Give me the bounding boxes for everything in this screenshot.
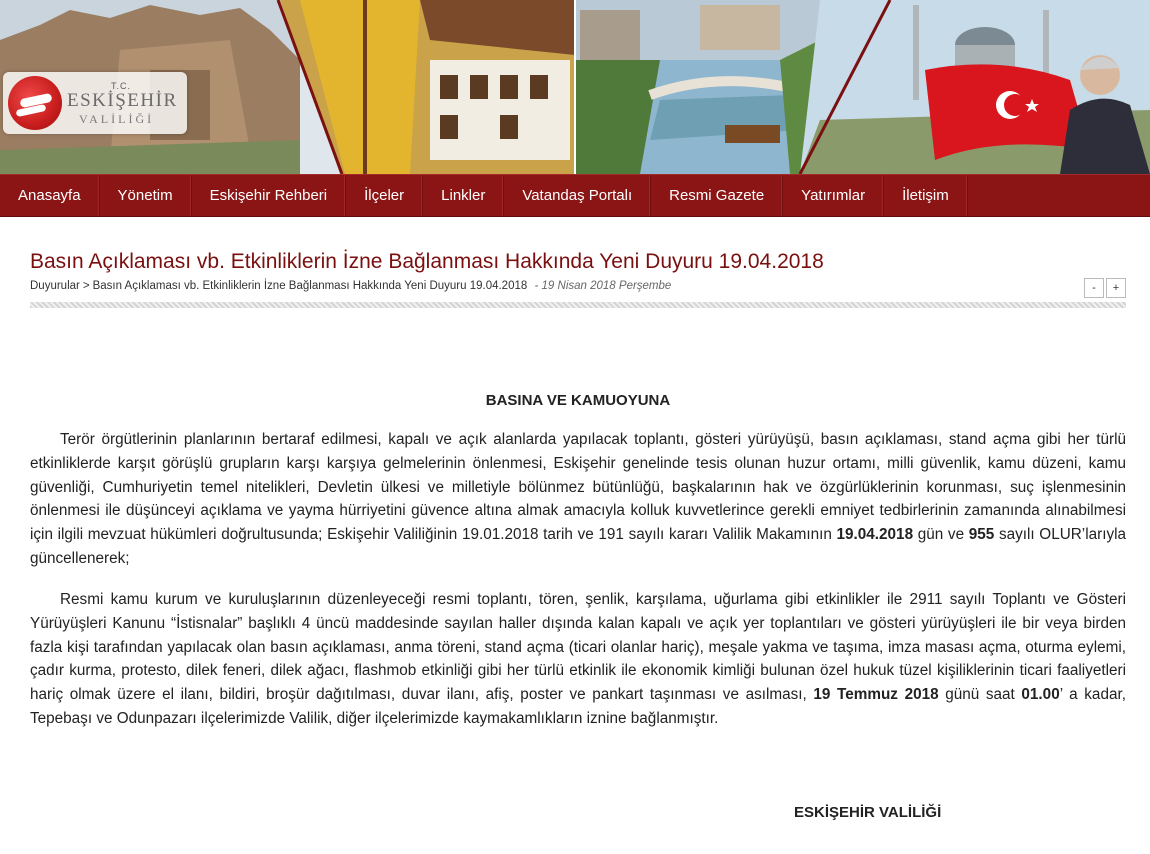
- nav-item-eskisehir-rehberi[interactable]: Eskişehir Rehberi: [192, 175, 347, 216]
- paragraph-2: [30, 588, 1126, 731]
- paragraph-1: [30, 428, 1126, 571]
- p1-text-c: gün ve: [913, 526, 969, 544]
- font-increase-button[interactable]: +: [1106, 278, 1126, 298]
- logo-emblem-icon: [8, 76, 62, 130]
- p2-text-e: ’ a kadar, Tepebaşı ve Odunpazarı ilçelerimizde Valilik, diğer ilçelerimizde kaymakamlıkların iznine bağlanmıştır.: [30, 686, 1126, 727]
- logo-subtitle-text: VALİLİĞİ: [79, 112, 155, 126]
- nav-item-vatandas-portali[interactable]: Vatandaş Portalı: [504, 175, 651, 216]
- p1-text-e: sayılı OLUR’larıyla güncellenerek;: [30, 526, 1127, 567]
- p2-date-bold: 19 Temmuz 2018: [813, 686, 939, 704]
- nav-item-linkler[interactable]: Linkler: [423, 175, 504, 216]
- p1-date-bold: 19.04.2018: [836, 526, 914, 544]
- nav-item-iletisim[interactable]: İletişim: [884, 175, 968, 216]
- p1-text-a: Terör örgütlerinin planlarının bertaraf edilmesi, kapalı ve açık alanlarda yapılacak toplantı, gösteri yürüyüşü, basın açıklaması, stand açma gibi her türlü etkinliklerde karşıt görüşlü grupların karşı karşıya gelmelerinin önlenmesi, Eskişehir genelinde tesis olunan huzur ortamı, milli güvenlik, kamu düzeni, kamu güvenliği, Cumhuriyetin temel nitelikleri, Devletin ülkesi ve milletiyle bölünmez bütünlüğü, başkalarının hak ve özgürlüklerinin korunması, suç işlenmesinin önlenmesi ile düşünceyi açıklama ve yayma hürriyetini güvence altına almak amacıyla kolluk kuvvetlerince gerekli emniyet tedbirlerinin zamanında alınabilmesi için ilgili mevzuat hükümleri doğrultusunda; Eskişehir Valiliğinin 19.01.2018 tarih ve 191 sayılı kararı Valilik Makamının: [30, 431, 1126, 544]
- nav-item-yatirimlar[interactable]: Yatırımlar: [783, 175, 884, 216]
- breadcrumb-separator: >: [82, 280, 90, 292]
- p2-time-bold: 01.00: [1021, 686, 1060, 704]
- logo-city-text: ESKİŞEHİR: [67, 90, 178, 111]
- breadcrumb-current: Basın Açıklaması vb. Etkinliklerin İzne Bağlanması Hakkında Yeni Duyuru 19.04.2018: [92, 280, 528, 292]
- header-banner: [0, 0, 1150, 174]
- nav-item-resmi-gazete[interactable]: Resmi Gazete: [651, 175, 783, 216]
- signature: ESKİŞEHİR VALİLİĞİ: [794, 804, 942, 821]
- breadcrumb-root-link[interactable]: Duyurular: [30, 280, 80, 292]
- p1-number-bold: 955: [968, 526, 995, 544]
- nav-item-yonetim[interactable]: Yönetim: [100, 175, 192, 216]
- logo-tc-text: T.C.: [111, 81, 132, 91]
- article-date: [534, 280, 671, 292]
- date-text: 19 Nisan 2018 Perşembe: [541, 280, 672, 292]
- nav-item-anasayfa[interactable]: Anasayfa: [0, 175, 100, 216]
- main-nav: [0, 174, 1150, 217]
- nav-item-ilceler[interactable]: İlçeler: [346, 175, 423, 216]
- site-logo[interactable]: [3, 72, 187, 134]
- p2-text-c: günü saat: [938, 686, 1022, 704]
- document-heading: BASINA VE KAMUOYUNA: [485, 392, 671, 409]
- p2-text-a: Resmi kamu kurum ve kuruluşlarının düzenleyeceği resmi toplantı, tören, şenlik, karşılama, uğurlama gibi etkinlikler ile 2911 sayılı Toplantı ve Gösteri Yürüyüşleri Kanunu “İstisnalar” başlıklı 4 üncü maddesinde sayılan haller dışında kalan kapalı ve açık yer toplantıları ve gösteri yürüyüşleri ile bir veya birden fazla kişi tarafından yapılacak olan basın açıklaması, anma töreni, stand açma (ticari olanlar hariç), meşale yakma ve taşıma, imza masası açma, oturma eylemi, çadır kurma, protesto, dilek feneri, dilek ağacı, flashmob etkinliği gibi her türlü etkinlik ile ekonomik kimliği bulunan özel hukuk tüzel kişiliklerinin ticari faaliyetleri hariç olmak üzere el ilanı, bildiri, broşür dağıtılması, duvar ilanı, afiş, poster ve pankart taşınması ve asılması,: [30, 591, 1126, 704]
- date-separator: -: [534, 280, 539, 292]
- page-title: Basın Açıklaması vb. Etkinliklerin İzne Bağlanması Hakkında Yeni Duyuru 19.04.2018: [30, 250, 824, 273]
- title-divider: [30, 302, 1126, 308]
- font-decrease-button[interactable]: -: [1084, 278, 1104, 298]
- breadcrumb: [30, 280, 671, 292]
